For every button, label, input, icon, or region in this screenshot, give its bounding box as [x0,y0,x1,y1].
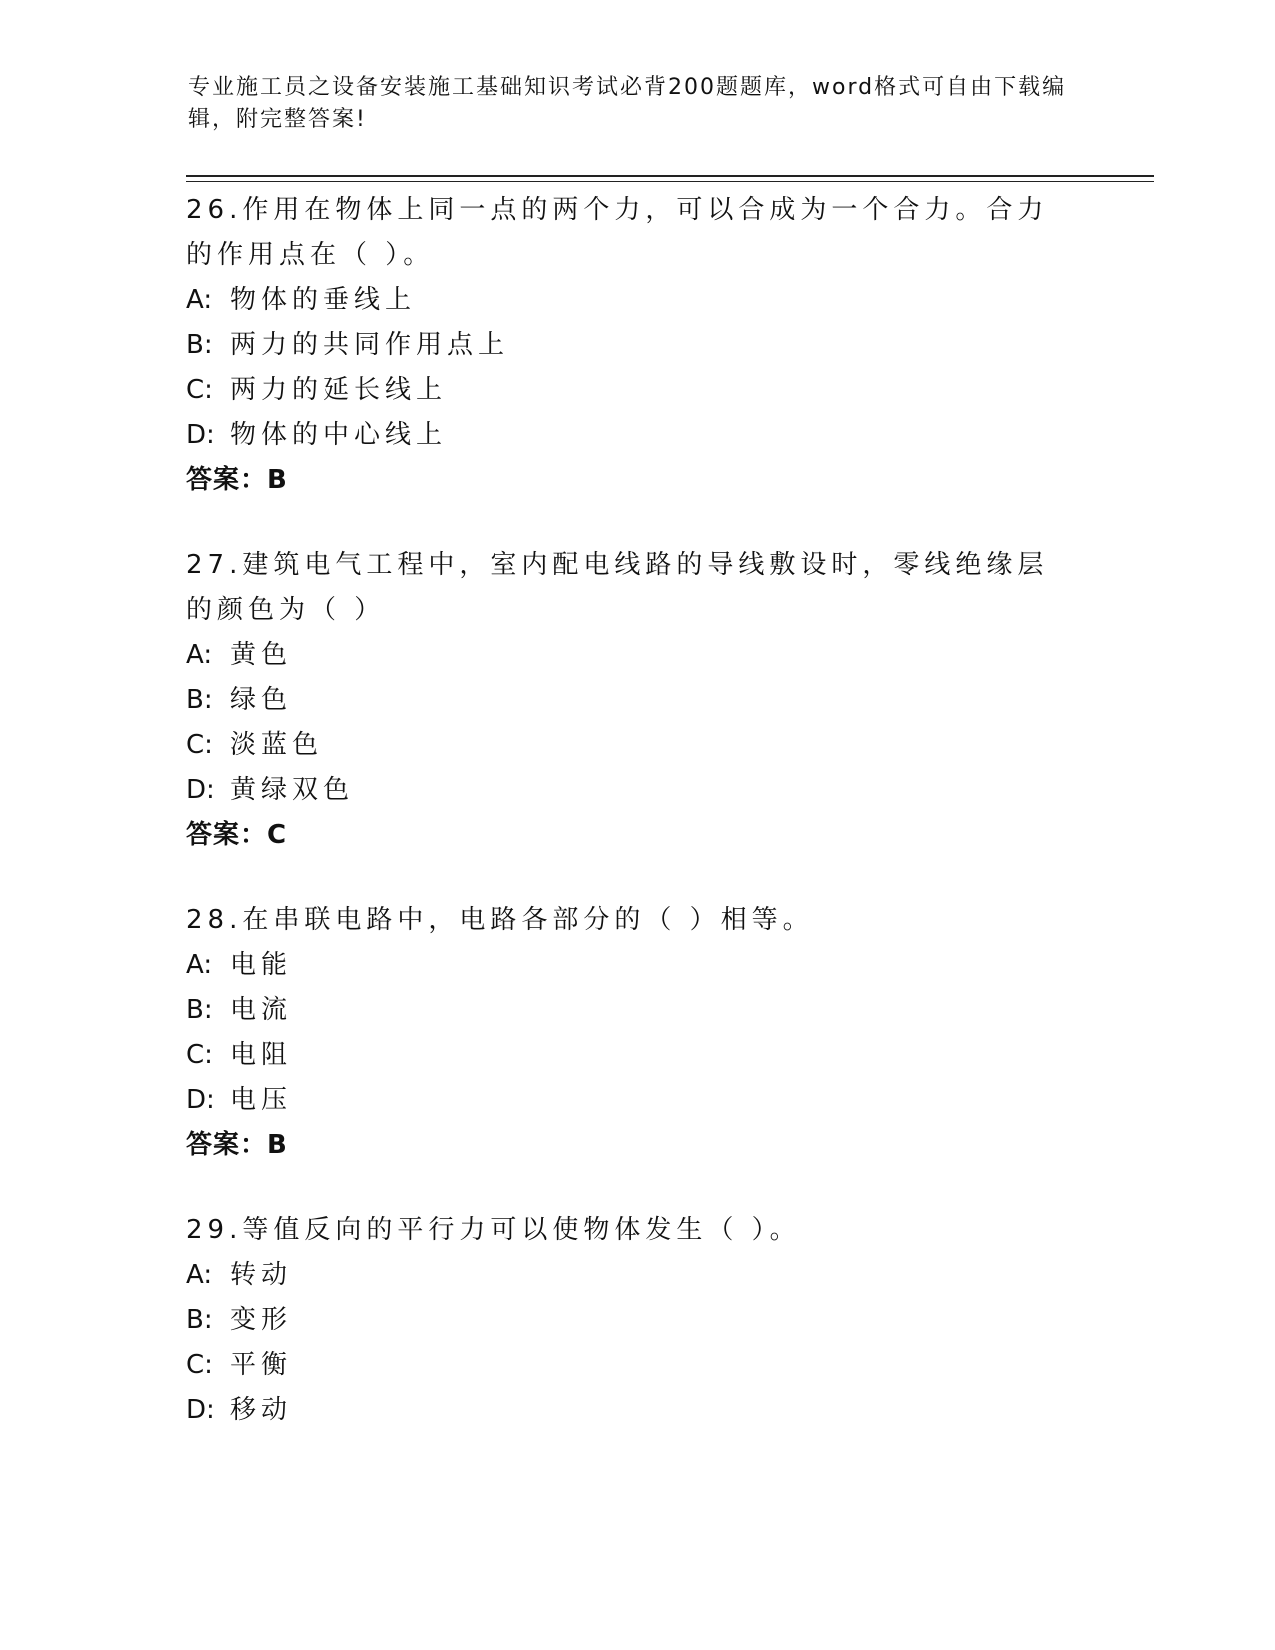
option-b [186,678,1086,723]
document-header: 专业施工员之设备安装施工基础知识考试必背200题题库，word格式可自由下载编辑，附完整答案! [188,75,1067,132]
option-letter: A: [186,950,213,980]
question-stem: 26.作用在物体上同一点的两个力，可以合成为一个合力。合力的作用点在（ ）。 [186,195,1049,270]
question-28 [186,898,1086,1168]
option-text: 平衡 [230,1350,293,1380]
option-letter: D: [186,775,215,805]
option-c [186,1343,1086,1388]
option-b [186,323,1086,368]
option-letter: C: [186,375,213,405]
option-text: 物体的垂线上 [230,285,417,315]
answer-line: 答案：B [186,1130,288,1160]
option-b [186,988,1086,1033]
option-d [186,1078,1086,1123]
option-text: 电阻 [230,1040,293,1070]
option-text: 电压 [230,1085,293,1115]
header-rule-thin [186,181,1154,182]
option-text: 两力的共同作用点上 [230,330,510,360]
option-letter: B: [186,330,213,360]
option-c [186,1033,1086,1078]
option-letter: A: [186,640,213,670]
question-stem: 28.在串联电路中，电路各部分的（ ）相等。 [186,905,814,935]
option-a [186,278,1086,323]
question-stem: 27.建筑电气工程中，室内配电线路的导线敷设时，零线绝缘层的颜色为（ ） [186,550,1049,625]
option-letter: B: [186,685,213,715]
option-text: 淡蓝色 [230,730,324,760]
option-text: 电能 [230,950,293,980]
option-b [186,1298,1086,1343]
option-d [186,1388,1086,1433]
option-d [186,413,1086,458]
question-stem: 29.等值反向的平行力可以使物体发生（ ）。 [186,1215,801,1245]
option-text: 物体的中心线上 [230,420,448,450]
option-text: 变形 [230,1305,293,1335]
header-rule-thick [186,175,1154,177]
option-letter: D: [186,1085,215,1115]
option-c [186,723,1086,768]
option-text: 绿色 [230,685,293,715]
option-letter: B: [186,1305,213,1335]
question-26 [186,188,1086,503]
option-letter: C: [186,1040,213,1070]
option-a [186,633,1086,678]
option-letter: B: [186,995,213,1025]
option-letter: D: [186,1395,215,1425]
option-text: 电流 [230,995,293,1025]
option-text: 黄绿双色 [230,775,355,805]
answer-line: 答案：C [186,820,288,850]
question-list [186,188,1086,1473]
option-a [186,1253,1086,1298]
option-letter: C: [186,730,213,760]
option-letter: A: [186,285,213,315]
option-text: 移动 [230,1395,293,1425]
option-text: 转动 [230,1260,293,1290]
option-letter: D: [186,420,215,450]
option-letter: C: [186,1350,213,1380]
question-29 [186,1208,1086,1433]
option-letter: A: [186,1260,213,1290]
answer-line: 答案：B [186,465,288,495]
option-d [186,768,1086,813]
option-text: 黄色 [230,640,293,670]
option-c [186,368,1086,413]
question-27 [186,543,1086,858]
option-text: 两力的延长线上 [230,375,448,405]
option-a [186,943,1086,988]
